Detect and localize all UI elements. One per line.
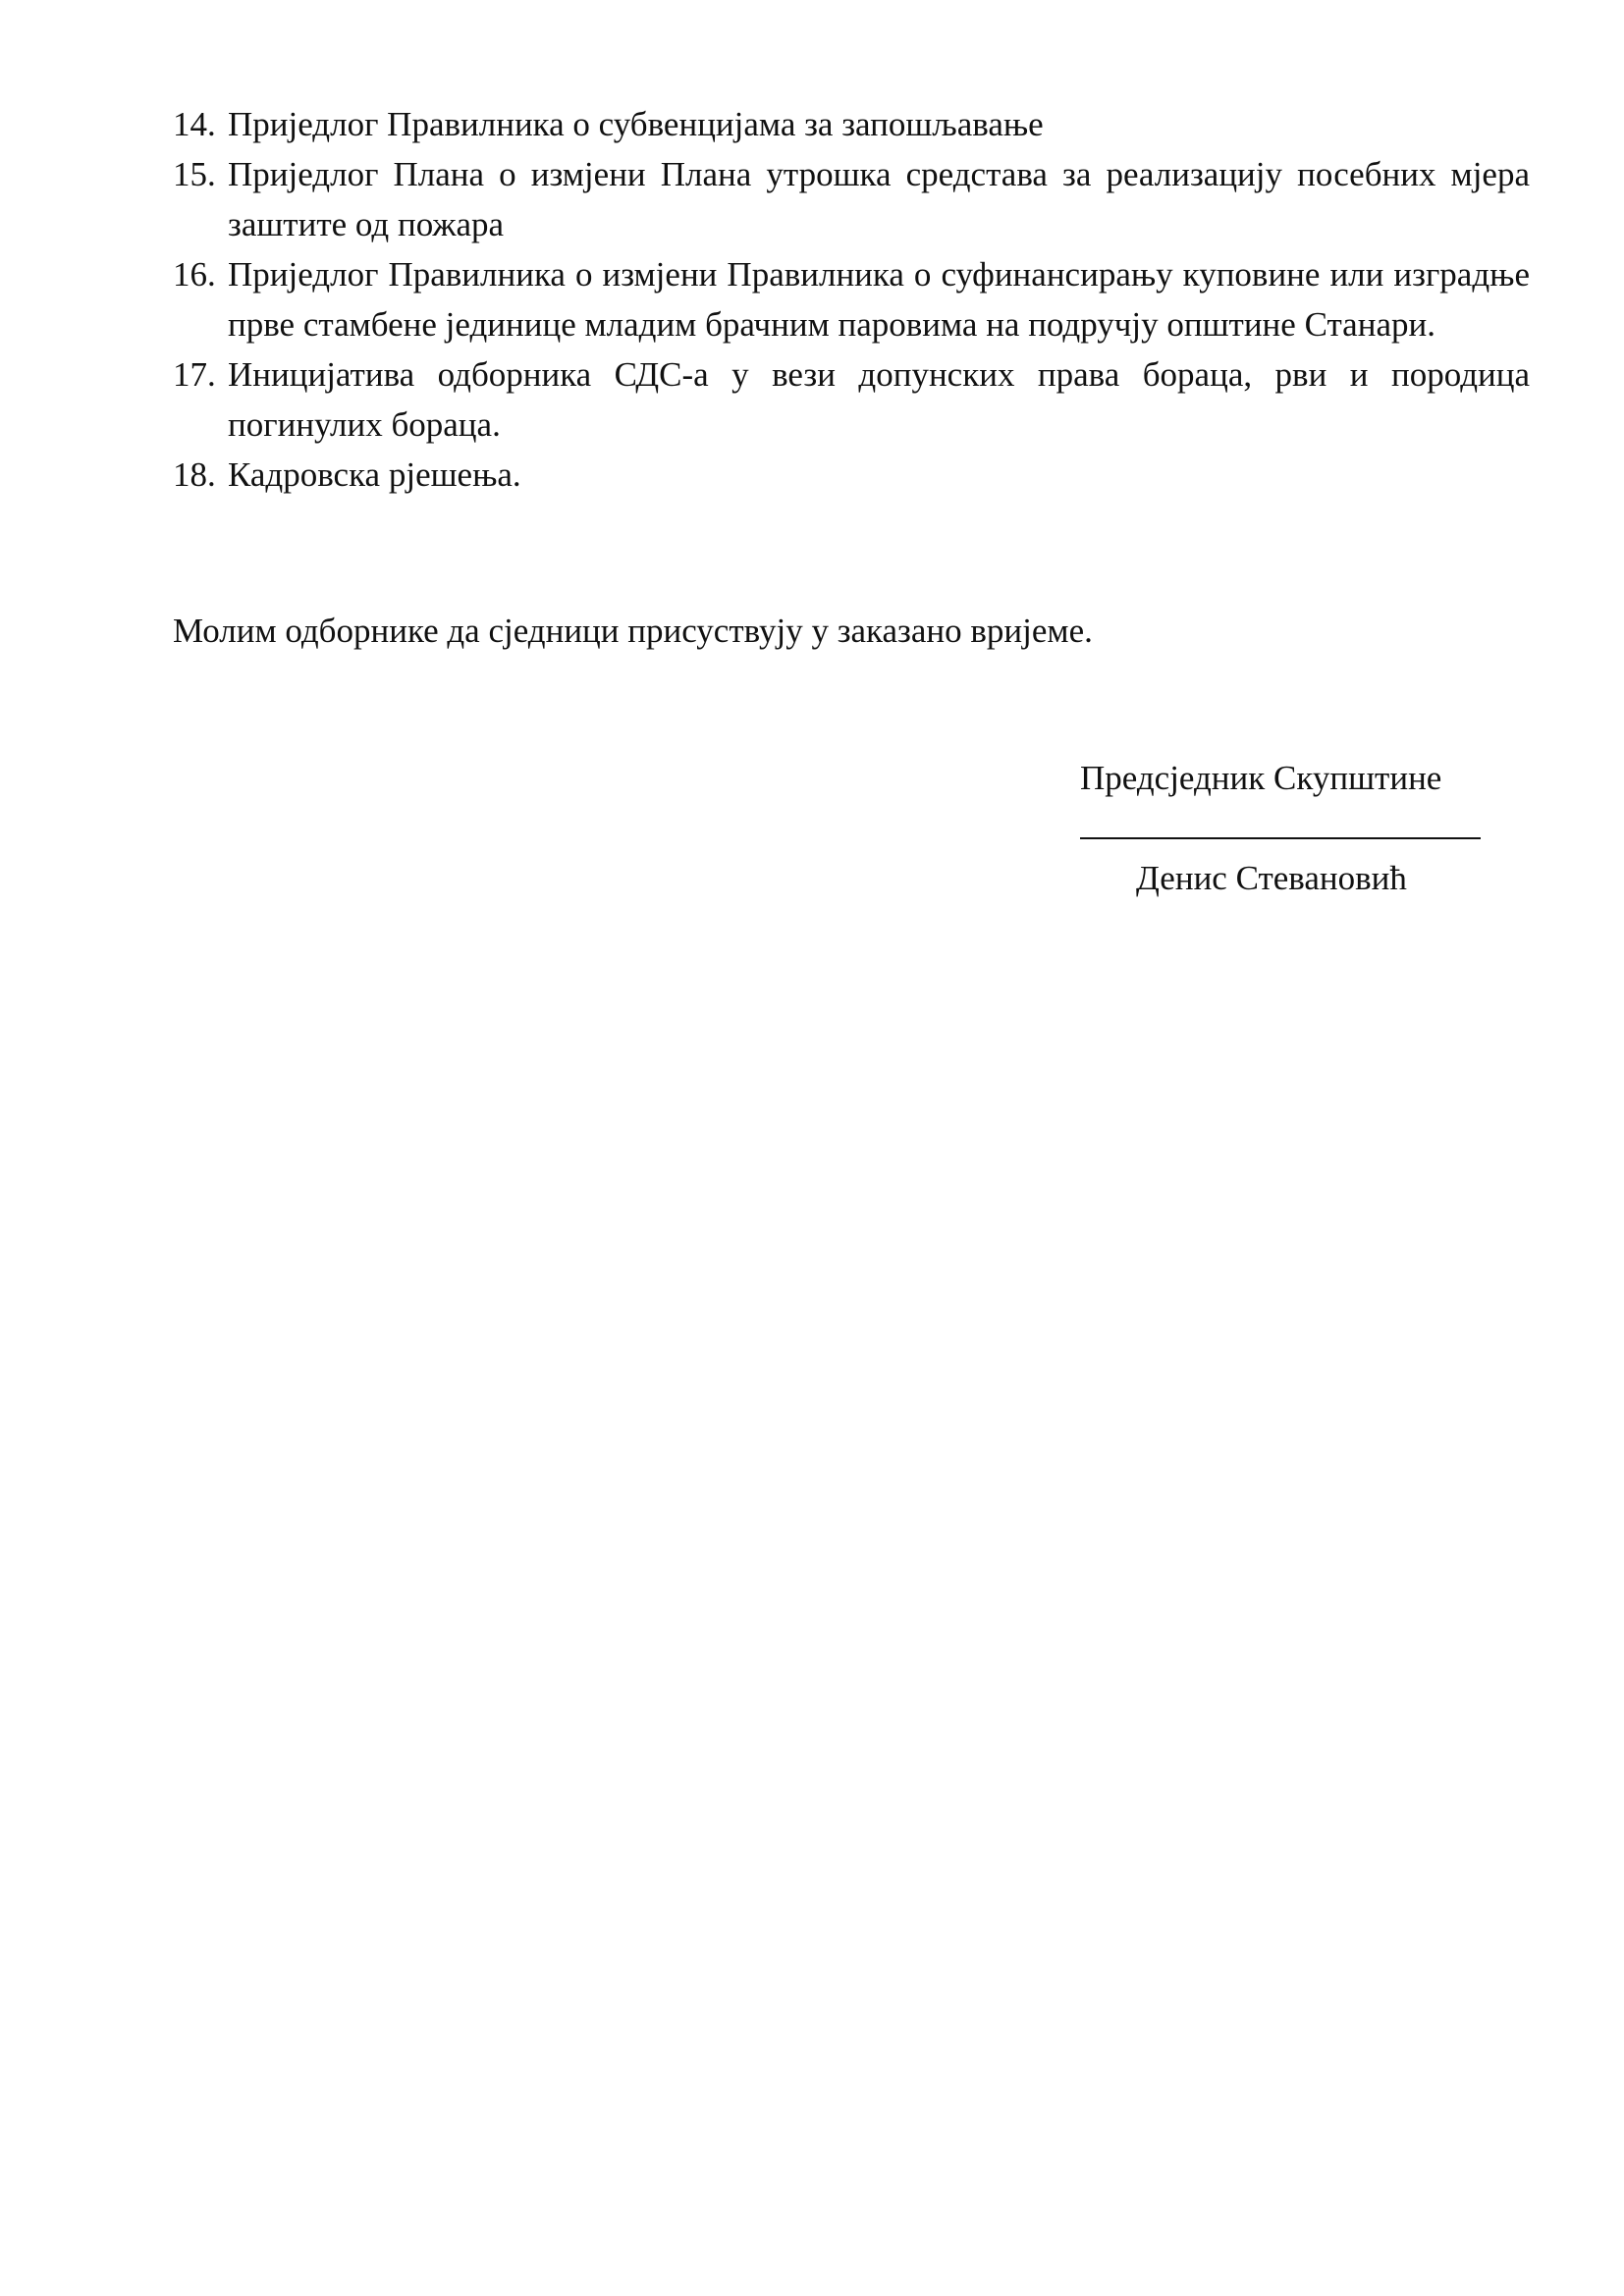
agenda-item-14: [173, 99, 1530, 149]
agenda-item-number: 15.: [173, 155, 216, 193]
closing-request: Молим одборнике да сједници присуствују у заказано вријеме.: [173, 612, 1093, 650]
agenda-item-number: 18.: [173, 455, 216, 494]
agenda-item-number: 14.: [173, 105, 216, 143]
agenda-item-text: Приједлог Правилника о субвенцијама за запошљавање: [228, 105, 1044, 143]
agenda-item-number: 16.: [173, 255, 216, 294]
agenda-item-16: [173, 249, 1530, 349]
signature-line: [1080, 837, 1481, 839]
signature-block: [1080, 753, 1487, 903]
agenda-item-text: Иницијатива одборника СДС-а у вези допунских права бораца, рви и породица погинулих бораца.: [228, 355, 1530, 444]
agenda-item-18: [173, 450, 1530, 500]
agenda-item-15: [173, 149, 1530, 249]
agenda-item-text: Приједлог Плана о измјени Плана утрошка средстава за реализацију посебних мјера заштите од пожара: [228, 155, 1530, 243]
agenda-item-text: Приједлог Правилника о измјени Правилника о суфинансирању куповине или изградње прве стамбене јединице младим брачним паровима на подручју општине Станари.: [228, 255, 1530, 344]
signatory-name: Денис Стевановић: [1136, 859, 1407, 897]
signatory-title: Предсједник Скупштине: [1080, 759, 1442, 797]
agenda-item-number: 17.: [173, 355, 216, 394]
agenda-item-text: Кадровска рјешења.: [228, 455, 521, 494]
agenda-item-17: [173, 349, 1530, 450]
agenda-list: [173, 99, 1530, 500]
